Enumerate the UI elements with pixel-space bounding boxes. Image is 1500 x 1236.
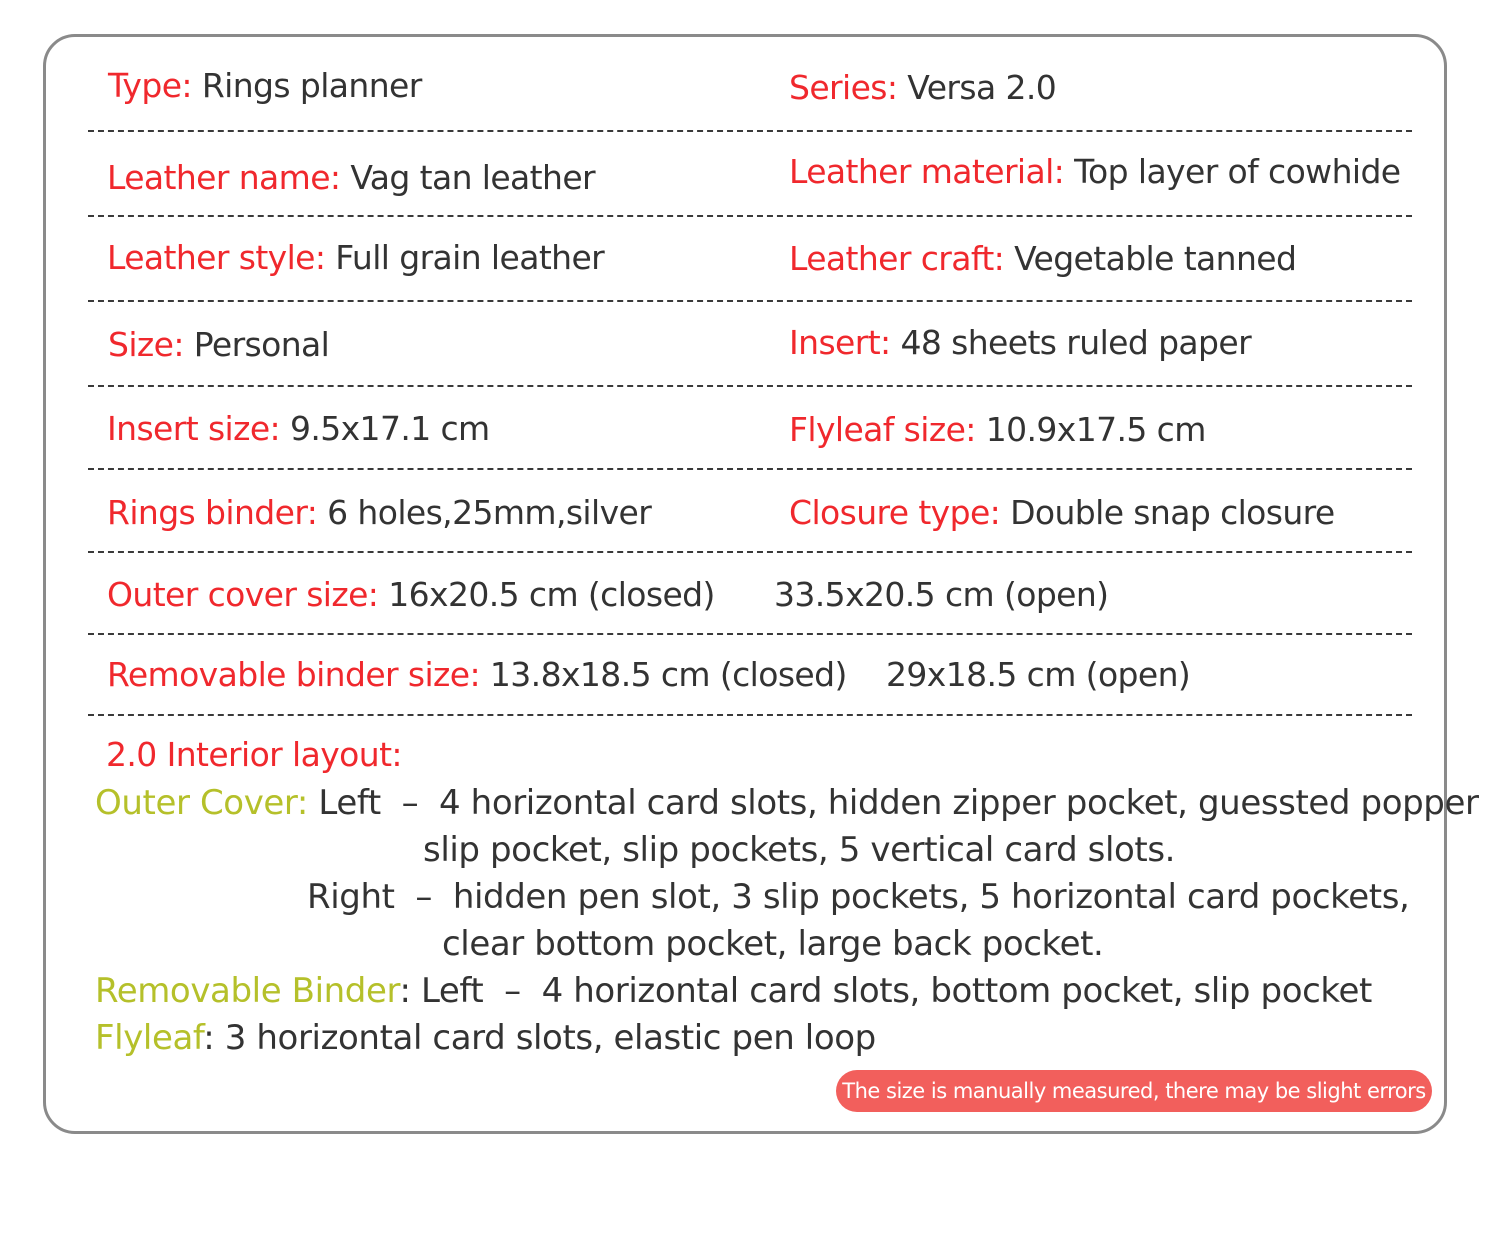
- spec-label: Outer cover size:: [107, 575, 379, 614]
- spec-leather-material: [789, 152, 1401, 191]
- spec-value: 10.9x17.5 cm: [985, 410, 1206, 449]
- divider: [88, 215, 1412, 217]
- spec-value: 9.5x17.1 cm: [289, 409, 490, 448]
- spec-type: [108, 66, 422, 105]
- dash-glyph: –: [401, 783, 419, 823]
- colon: :: [399, 971, 411, 1011]
- spec-value-open: 33.5x20.5 cm (open): [774, 575, 1109, 614]
- spec-label: Leather craft:: [789, 239, 1005, 278]
- spec-label: Flyleaf size:: [789, 410, 976, 449]
- spec-removable-binder-size: [107, 655, 847, 694]
- removable-binder-line: [95, 971, 1372, 1011]
- divider: [88, 385, 1412, 387]
- spec-label: Insert size:: [107, 409, 281, 448]
- divider: [88, 130, 1412, 132]
- spec-value: Top layer of cowhide: [1074, 152, 1401, 191]
- spec-removable-binder-open: [886, 655, 1190, 694]
- outer-cover-right-text: hidden pen slot, 3 slip pockets, 5 horizontal card pockets,: [452, 877, 1410, 917]
- outer-cover-left-line1: [95, 783, 1479, 823]
- spec-leather-craft: [789, 239, 1296, 278]
- outer-cover-label: Outer Cover:: [95, 783, 308, 823]
- spec-series: [789, 68, 1056, 107]
- spec-closure-type: [789, 493, 1335, 532]
- side-label-right: Right: [307, 877, 395, 917]
- outer-cover-right-line2: [442, 924, 1103, 964]
- divider: [88, 468, 1412, 470]
- spec-value: 48 sheets ruled paper: [900, 323, 1252, 362]
- spec-value: Full grain leather: [335, 238, 605, 277]
- measurement-note-badge: The size is manually measured, there may be slight errors: [836, 1070, 1432, 1112]
- spec-value: Vag tan leather: [350, 158, 595, 197]
- spec-value-closed: 16x20.5 cm (closed): [388, 575, 715, 614]
- removable-binder-text: 4 horizontal card slots, bottom pocket, slip pocket: [541, 971, 1372, 1011]
- divider: [88, 714, 1412, 716]
- flyleaf-line: [95, 1018, 876, 1058]
- spec-value-open: 29x18.5 cm (open): [886, 655, 1191, 694]
- outer-cover-left-line2: [423, 830, 1175, 870]
- spec-label: Size:: [108, 325, 184, 364]
- spec-label: Type:: [108, 66, 192, 105]
- spec-flyleaf-size: [789, 410, 1206, 449]
- spec-outer-cover-size: [107, 575, 715, 614]
- spec-label: Closure type:: [789, 493, 1001, 532]
- interior-layout-title: 2.0 Interior layout:: [106, 735, 402, 774]
- spec-value: Vegetable tanned: [1014, 239, 1297, 278]
- spec-leather-style: [107, 238, 604, 277]
- spec-rings-binder: [107, 493, 651, 532]
- spec-label: Insert:: [789, 323, 891, 362]
- outer-cover-left-text-cont: slip pocket, slip pockets, 5 vertical card slots.: [423, 830, 1176, 870]
- spec-insert-size: [107, 409, 490, 448]
- spec-value: Rings planner: [201, 66, 422, 105]
- spec-outer-cover-open: [774, 575, 1108, 614]
- outer-cover-right-line1: [307, 877, 1409, 917]
- outer-cover-left-text: 4 horizontal card slots, hidden zipper pocket, guessted popper: [439, 783, 1479, 823]
- spec-insert: [789, 323, 1251, 362]
- dash-glyph: –: [504, 971, 521, 1011]
- removable-binder-label: Removable Binder: [95, 971, 400, 1011]
- side-label-left: Left: [420, 971, 484, 1011]
- spec-label: Leather name:: [107, 158, 341, 197]
- spec-leather-name: [107, 158, 595, 197]
- divider: [88, 300, 1412, 302]
- spec-label: Removable binder size:: [107, 655, 480, 694]
- spec-value-closed: 13.8x18.5 cm (closed): [489, 655, 847, 694]
- side-label-left: Left: [318, 783, 381, 823]
- spec-label: Leather material:: [789, 152, 1065, 191]
- spec-label: Rings binder:: [107, 493, 318, 532]
- spec-value: Personal: [193, 325, 330, 364]
- flyleaf-text: 3 horizontal card slots, elastic pen loop: [224, 1018, 876, 1058]
- spec-label: Leather style:: [107, 238, 326, 277]
- divider: [88, 551, 1412, 553]
- spec-value: 6 holes,25mm,silver: [327, 493, 652, 532]
- outer-cover-right-text-cont: clear bottom pocket, large back pocket.: [442, 924, 1104, 964]
- spec-value: Double snap closure: [1010, 493, 1335, 532]
- colon: :: [203, 1018, 215, 1058]
- dash-glyph: –: [415, 877, 432, 917]
- divider: [88, 633, 1412, 635]
- flyleaf-label: Flyleaf: [95, 1018, 204, 1058]
- spec-value: Versa 2.0: [907, 68, 1057, 107]
- spec-size: [108, 325, 329, 364]
- spec-label: Series:: [789, 68, 898, 107]
